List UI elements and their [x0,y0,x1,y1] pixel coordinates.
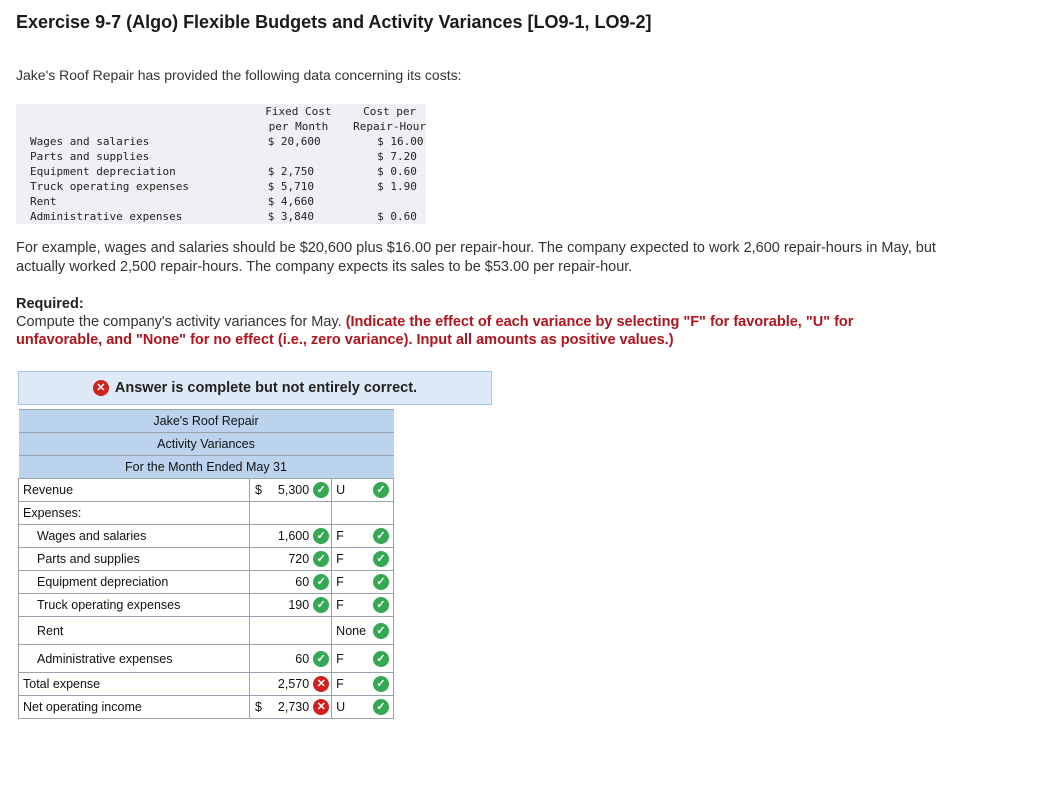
per-hour-header: Cost per [363,105,417,118]
check-circle-icon: ✓ [373,623,389,639]
check-circle-icon: ✓ [373,551,389,567]
truck-effect-select[interactable]: F ✓ [332,594,394,617]
admin-amount: 60 [295,651,310,666]
x-circle-icon: ✕ [93,380,109,396]
problem-paragraph: For example, wages and salaries should be $20,600 plus $16.00 per repair-hour. The company expected to work 2,600 repair-hours in May, but actually worked 2,500 repair-hours. The company expects its sales to be $53.00 per repair-hour. [16,240,936,275]
parts-amount: 720 [288,552,310,566]
equipment-label: Equipment depreciation [19,571,250,594]
check-circle-icon: ✓ [373,651,389,667]
cost-row: Rent $ 4,660 [30,195,315,208]
per-hour-header-2: Repair-Hour [353,120,426,133]
equipment-amount-cell[interactable] [250,571,332,594]
table-row [19,617,394,645]
rent-amount-cell[interactable] [250,617,332,645]
check-circle-icon: ✓ [373,528,389,544]
period-header: For the Month Ended May 31 [19,456,394,479]
cost-row: Wages and salaries $ 20,600 $ 16.00 [30,135,424,148]
parts-label: Parts and supplies [19,548,250,571]
check-circle-icon: ✓ [313,651,329,667]
table-row [19,645,394,673]
equipment-amount: 60 [295,575,310,589]
table-row [19,525,394,548]
noi-effect-select[interactable]: U ✓ [332,696,394,719]
truck-amount-cell[interactable] [250,594,332,617]
table-row [19,502,394,525]
revenue-label: Revenue [19,479,250,502]
equipment-effect-select[interactable]: F ✓ [332,571,394,594]
noi-amount-cell[interactable] [250,696,332,719]
truck-label: Truck operating expenses [19,594,250,617]
table-row [19,479,394,502]
parts-effect-select[interactable]: F ✓ [332,548,394,571]
wages-amount-cell[interactable] [250,525,332,548]
fixed-cost-header: Fixed Cost [265,105,332,118]
revenue-amount-cell[interactable] [250,479,332,502]
intro-text: Jake's Roof Repair has provided the following data concerning its costs: [16,67,462,83]
fixed-cost-header-2: per Month [268,120,329,133]
cost-row: Equipment depreciation $ 2,750 $ 0.60 [30,165,417,178]
total-expense-effect-select[interactable]: F ✓ [332,673,394,696]
noi-amount: 2,730 [277,700,310,714]
noi-label: Net operating income [19,696,250,719]
company-name-header: Jake's Roof Repair [19,410,394,433]
wages-effect-select[interactable]: F ✓ [332,525,394,548]
rent-label: Rent [19,617,250,645]
revenue-effect-select[interactable]: U ✓ [332,479,394,502]
table-row [19,696,394,719]
admin-label: Administrative expenses [19,645,250,673]
table-row [19,548,394,571]
wages-label: Wages and salaries [19,525,250,548]
cost-row: Administrative expenses $ 3,840 $ 0.60 [30,210,417,223]
check-circle-icon: ✓ [313,597,329,613]
check-circle-icon: ✓ [373,699,389,715]
currency-symbol: $ [255,483,262,497]
required-instruction: (Indicate the effect of each variance by selecting "F" for favorable, "U" for unfavorable, and "None" for no effect (i.e., zero variance). Input all amounts as positive values.) [16,314,854,348]
truck-amount: 190 [288,598,310,612]
currency-symbol: $ [255,700,262,714]
total-expense-label: Total expense [19,673,250,696]
required-heading: Required: [16,296,84,312]
table-row [19,594,394,617]
parts-amount-cell[interactable] [250,548,332,571]
exercise-title: Exercise 9-7 (Algo) Flexible Budgets and Activity Variances [LO9-1, LO9-2] [16,12,652,32]
report-title-header: Activity Variances [19,433,394,456]
cost-data-table [16,104,426,224]
cost-row: Truck operating expenses $ 5,710 $ 1.90 [30,180,417,193]
cost-row: Parts and supplies $ 7.20 [30,150,417,163]
check-circle-icon: ✓ [373,482,389,498]
check-circle-icon: ✓ [373,574,389,590]
admin-amount-cell[interactable] [250,645,332,673]
rent-effect-select[interactable]: None ✓ [332,617,394,645]
check-circle-icon: ✓ [313,528,329,544]
required-question: Compute the company's activity variances for May. [16,314,342,330]
answer-status-banner [18,371,492,405]
admin-effect-select[interactable]: F ✓ [332,645,394,673]
check-circle-icon: ✓ [313,482,329,498]
total-expense-amount: 2,570 [277,677,310,691]
x-circle-icon: ✕ [313,676,329,692]
x-circle-icon: ✕ [313,699,329,715]
wages-amount: 1,600 [277,529,310,543]
table-row [19,673,394,696]
check-circle-icon: ✓ [313,574,329,590]
check-circle-icon: ✓ [373,676,389,692]
required-text [16,313,916,349]
check-circle-icon: ✓ [373,597,389,613]
activity-variance-table [18,409,394,719]
total-expense-amount-cell[interactable] [250,673,332,696]
revenue-amount: 5,300 [277,483,310,497]
expenses-label: Expenses: [19,502,250,525]
answer-status-text: Answer is complete but not entirely correct. [114,380,418,396]
check-circle-icon: ✓ [313,551,329,567]
table-row [19,571,394,594]
